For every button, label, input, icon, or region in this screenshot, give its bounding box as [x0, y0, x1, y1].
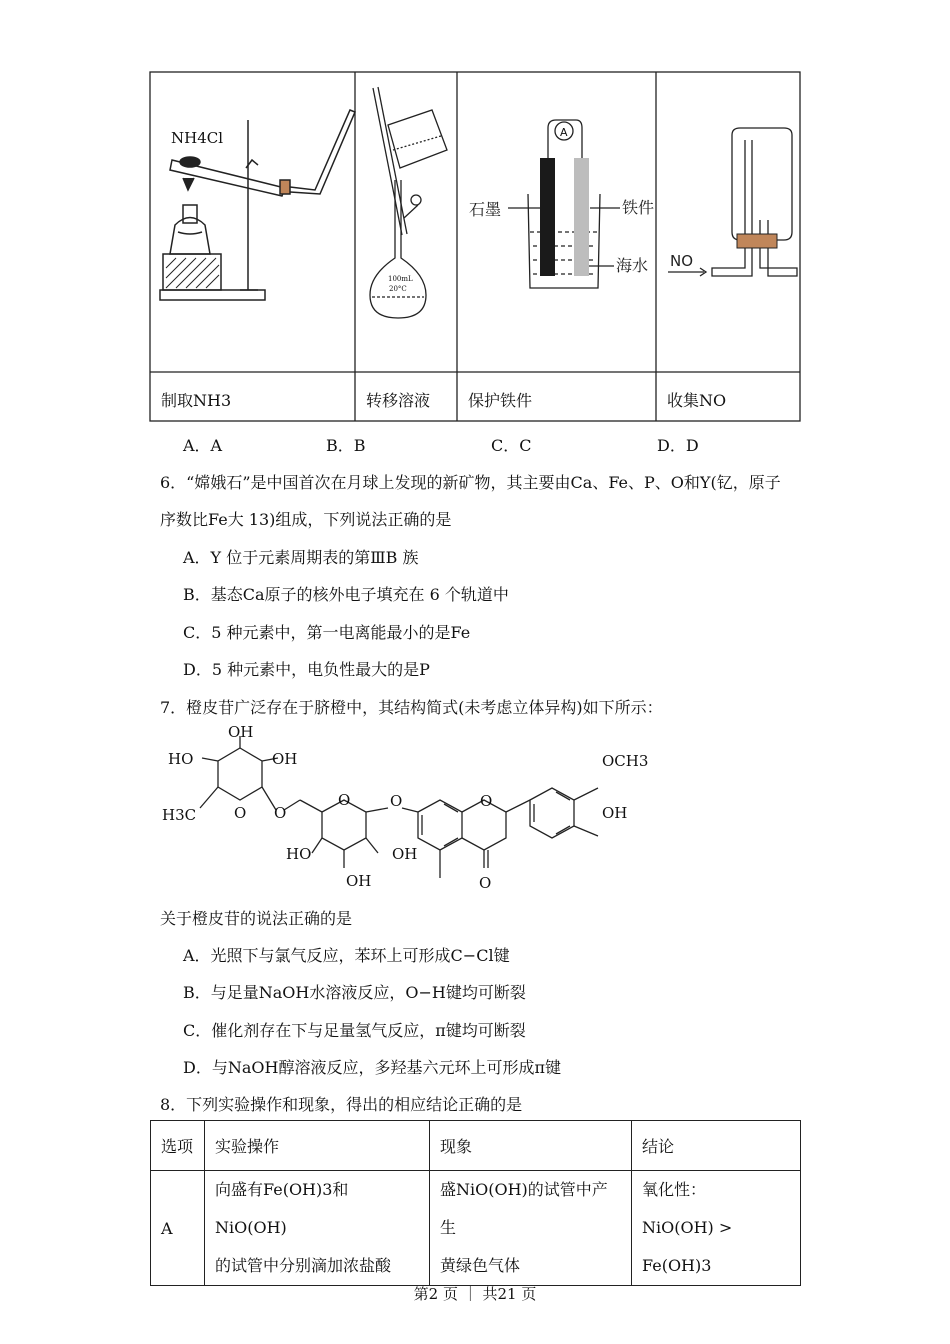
o-link-label-1: O [274, 804, 287, 822]
q8-header-operation: 实验操作 [205, 1121, 430, 1171]
q7-option-b: B．与足量NaOH水溶液反应，O−H键均可断裂 [183, 983, 526, 1002]
q5-option-a: A．A [183, 436, 223, 455]
seawater-label: 海水 [616, 256, 649, 275]
graphite-electrode [540, 158, 555, 276]
oh-label-bottom-right: OH [392, 845, 418, 863]
caption-transfer-solution: 转移溶液 [366, 391, 431, 410]
q7-stem: 7．橙皮苷广泛存在于脐橙中，其结构简式(未考虑立体异构)如下所示： [160, 698, 663, 717]
page-footer: 第2 页 ｜ 共21 页 [413, 1285, 537, 1303]
q8-table [150, 1120, 801, 1286]
q8-row-a-conclusion [632, 1171, 801, 1286]
q7-question: 关于橙皮苷的说法正确的是 [160, 909, 353, 928]
q8-header-option: 选项 [151, 1121, 205, 1171]
q8-row-a-operation [205, 1171, 430, 1286]
no-gas-label: NO [670, 252, 694, 270]
oh-label-top: OH [228, 723, 254, 741]
caption-make-nh3: 制取NH3 [161, 391, 232, 410]
q8-header-phenomenon: 现象 [430, 1121, 632, 1171]
iron-electrode [574, 158, 589, 276]
q6-option-d: D．5 种元素中，电负性最大的是P [183, 660, 430, 679]
nh4cl-label: NH4Cl [171, 129, 224, 147]
oh-label-bottom: OH [346, 872, 372, 890]
hesperidin-structure [150, 718, 670, 898]
rubber-stopper [737, 234, 777, 248]
q8-row-a-operation-line2: 的试管中分别滴加浓盐酸 [215, 1256, 392, 1275]
iron-part-label: 铁件 [622, 198, 655, 217]
ho-label-bottom: HO [286, 845, 312, 863]
q8-row-a-conclusion-line2: NiO(OH) > Fe(OH)3 [642, 1218, 733, 1275]
q8-header-conclusion: 结论 [632, 1121, 801, 1171]
o-ring-label-1: O [234, 804, 247, 822]
hatch-block [166, 258, 219, 288]
q7-option-d: D．与NaOH醇溶液反应，多羟基六元环上可形成π键 [183, 1058, 561, 1077]
graphite-label: 石墨 [469, 200, 502, 219]
q7-option-c: C．催化剂存在下与足量氢气反应，π键均可断裂 [183, 1021, 526, 1040]
q8-row-a [151, 1171, 801, 1286]
oh-label-b-ring: OH [602, 804, 628, 822]
q5-option-d: D．D [657, 436, 699, 455]
ho-label-left: HO [168, 750, 194, 768]
q8-row-a-operation-line1: 向盛有Fe(OH)3和NiO(OH) [215, 1180, 349, 1237]
flask-temp-label: 20°C [389, 285, 407, 293]
o-ring-label-2: O [338, 791, 351, 809]
q8-row-a-conclusion-line1: 氧化性： [642, 1180, 707, 1199]
q5-option-b: B．B [326, 436, 366, 455]
och3-label: OCH3 [602, 752, 649, 770]
transfer-solution-figure [370, 87, 447, 318]
q8-row-a-phenomenon-line2: 黄绿色气体 [440, 1256, 521, 1275]
oh-label-right: OH [272, 750, 298, 768]
caption-protect-iron: 保护铁件 [468, 391, 533, 410]
q6-option-b: B．基态Ca原子的核外电子填充在 6 个轨道中 [183, 585, 509, 604]
q8-header-row [151, 1121, 801, 1171]
caption-collect-no: 收集NO [667, 391, 727, 410]
h3c-label: H3C [162, 806, 197, 824]
q5-option-c: C．C [491, 436, 532, 455]
q7-option-a: A．光照下与氯气反应，苯环上可形成C−Cl键 [183, 946, 510, 965]
o-link-label-2: O [390, 792, 403, 810]
q6-option-c: C．5 种元素中，第一电离能最小的是Fe [183, 623, 471, 642]
q8-row-a-phenomenon-line1: 盛NiO(OH)的试管中产生 [440, 1180, 608, 1237]
q8-row-a-option: A [151, 1171, 205, 1286]
q6-stem-line1: 6．“嫦娥石”是中国首次在月球上发现的新矿物，其主要由Ca、Fe、P、O和Y(钇，原子 [160, 473, 781, 492]
q5-table-svg [0, 0, 950, 430]
flask-volume-label: 100mL [388, 275, 413, 283]
q6-option-a: A．Y 位于元素周期表的第ⅢB 族 [183, 548, 419, 567]
q8-stem: 8．下列实验操作和现象，得出的相应结论正确的是 [160, 1095, 523, 1114]
q6-stem-line2: 序数比Fe大 13)组成，下列说法正确的是 [160, 510, 452, 529]
o-ring-label-3: O [480, 792, 493, 810]
protect-iron-figure [508, 120, 620, 288]
ammeter-label: A [560, 126, 568, 139]
q8-row-a-phenomenon [430, 1171, 632, 1286]
o-carbonyl-label: O [479, 874, 492, 892]
